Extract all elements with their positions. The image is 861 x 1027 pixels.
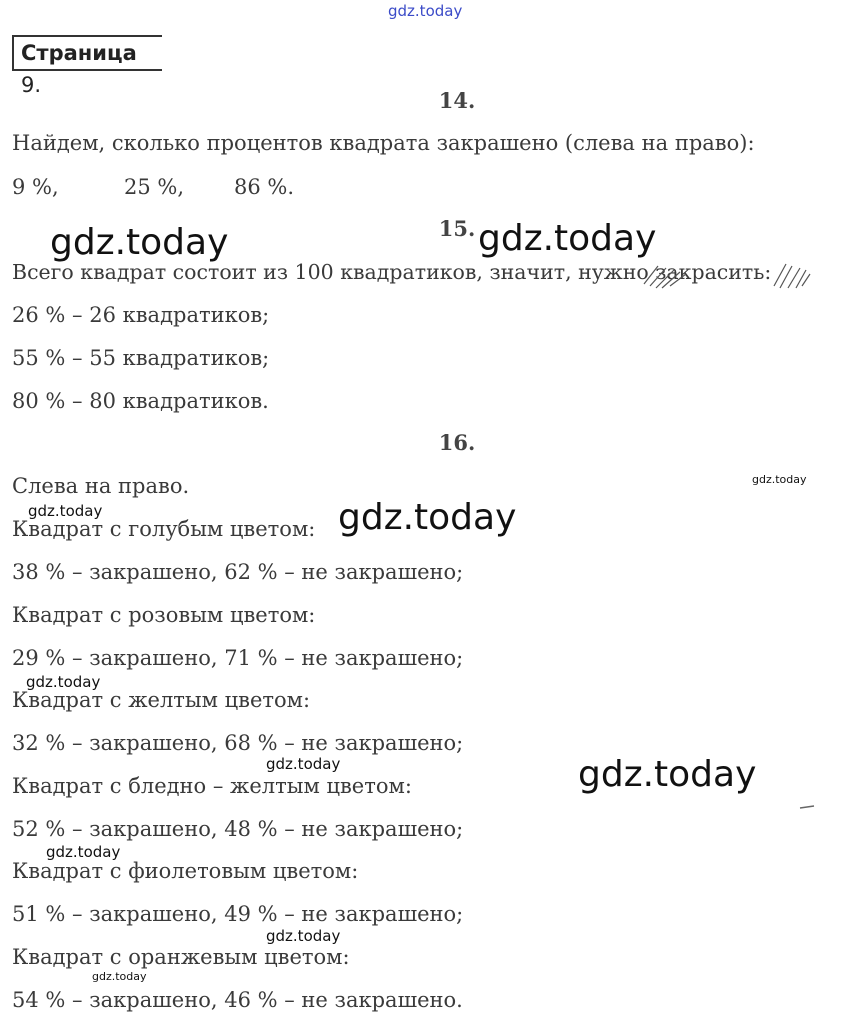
list-item: Квадрат с голубым цветом:: [12, 517, 316, 541]
list-item: 52 % – закрашено, 48 % – не закрашено;: [12, 817, 464, 841]
list-item: 29 % – закрашено, 71 % – не закрашено;: [12, 646, 464, 670]
watermark-big: gdz.today: [578, 754, 757, 795]
section-16-intro: Слева на право.: [12, 474, 190, 498]
list-item: 38 % – закрашено, 62 % – не закрашено;: [12, 560, 464, 584]
watermark-small: gdz.today: [46, 843, 121, 861]
list-item: 55 % – 55 квадратиков;: [12, 346, 270, 370]
watermark-small: gdz.today: [266, 755, 341, 773]
scribble-mark: [640, 258, 700, 292]
list-item: 26 % – 26 квадратиков;: [12, 303, 270, 327]
watermark-tiny: gdz.today: [92, 970, 147, 983]
section-15-text: Всего квадрат состоит из 100 квадратиков, значит, нужно закрасить:: [12, 260, 772, 284]
value-item: 86 %.: [234, 175, 295, 199]
watermark-small: gdz.today: [28, 502, 103, 520]
watermark-tiny: gdz.today: [752, 473, 807, 486]
watermark-top: gdz.today: [388, 2, 463, 20]
page-label-number: 9.: [21, 73, 42, 97]
list-item: Квадрат с розовым цветом:: [12, 603, 316, 627]
page-label-word: Страница: [21, 41, 137, 65]
section-14-values: [12, 175, 294, 199]
scribble-mark: [798, 802, 818, 812]
section-15-number: 15.: [438, 216, 476, 241]
list-item: 80 % – 80 квадратиков.: [12, 389, 269, 413]
watermark-big: gdz.today: [50, 222, 229, 263]
watermark-big: gdz.today: [478, 218, 657, 259]
scribble-mark: [770, 258, 814, 292]
section-14-number: 14.: [438, 88, 476, 113]
list-item: Квадрат с желтым цветом:: [12, 688, 311, 712]
section-14-text: Найдем, сколько процентов квадрата закрашено (слева на право):: [12, 131, 755, 155]
list-item: Квадрат с бледно – желтым цветом:: [12, 774, 412, 798]
list-item: 51 % – закрашено, 49 % – не закрашено;: [12, 902, 464, 926]
value-item: 9 %,: [12, 175, 59, 199]
list-item: 32 % – закрашено, 68 % – не закрашено;: [12, 731, 464, 755]
list-item: 54 % – закрашено, 46 % – не закрашено.: [12, 988, 463, 1012]
section-16-number: 16.: [438, 430, 476, 455]
watermark-small: gdz.today: [26, 673, 101, 691]
list-item: Квадрат с фиолетовым цветом:: [12, 859, 359, 883]
watermark-big: gdz.today: [338, 497, 517, 538]
list-item: Квадрат с оранжевым цветом:: [12, 945, 350, 969]
value-item: 25 %,: [124, 175, 185, 199]
watermark-small: gdz.today: [266, 927, 341, 945]
page-label: [12, 35, 162, 97]
